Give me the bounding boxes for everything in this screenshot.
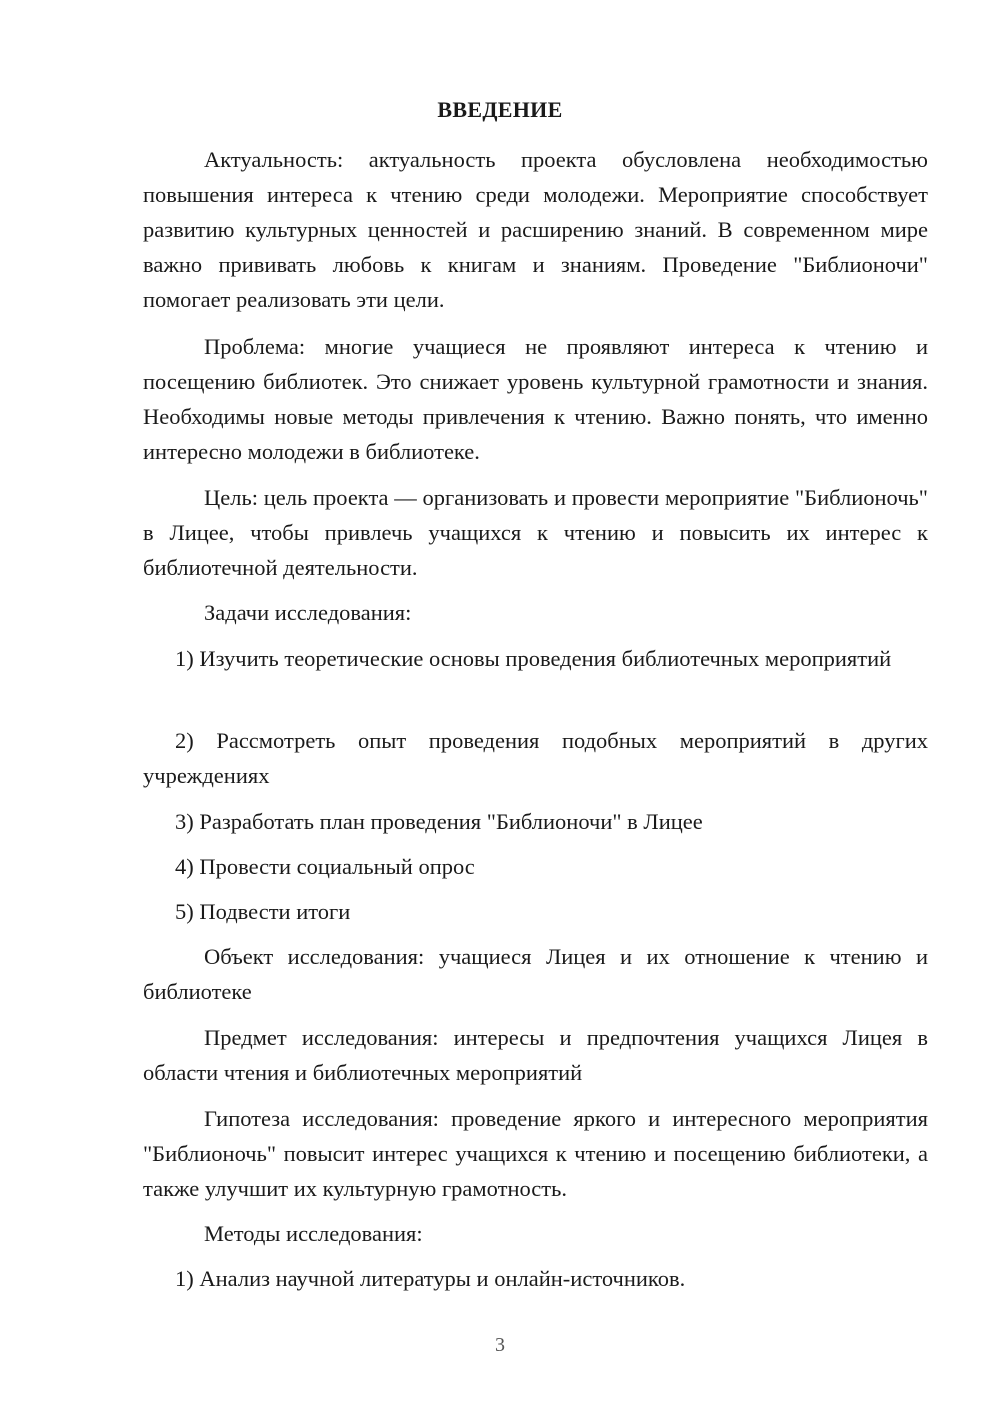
list-item-task-4: 4) Провести социальный опрос xyxy=(175,854,475,879)
paragraph-hypothesis: Гипотеза исследования: проведение яркого и интересного мероприятия "Библионочь" повысит интерес учащихся к чтению и посещению библиотеки, а также улучшит их культурную грамотность. xyxy=(143,1106,928,1201)
paragraph-goal: Цель: цель проекта — организовать и провести мероприятие "Библионочь" в Лицее, чтобы привлечь учащихся к чтению и повысить их интерес к библиотечной деятельности. xyxy=(143,485,928,580)
list-item-task-5: 5) Подвести итоги xyxy=(175,899,351,924)
list-item-method-1: 1) Анализ научной литературы и онлайн-источников. xyxy=(175,1266,686,1291)
page-number: 3 xyxy=(495,1334,505,1356)
paragraph-problem: Проблема: многие учащиеся не проявляют интереса к чтению и посещению библиотек. Это снижает уровень культурной грамотности и знания. Необходимы новые методы привлечения к чтению. Важно понять, что именно интересно молодежи в библиотеке. xyxy=(143,334,928,464)
page-title: ВВЕДЕНИЕ xyxy=(437,97,563,122)
paragraph-object: Объект исследования: учащиеся Лицея и их отношение к чтению и библиотеке xyxy=(143,944,928,1004)
paragraph-tasks-heading: Задачи исследования: xyxy=(204,600,412,625)
list-item-task-1: 1) Изучить теоретические основы проведения библиотечных мероприятий xyxy=(175,646,892,671)
list-item-task-3: 3) Разработать план проведения "Библионочи" в Лицее xyxy=(175,809,703,834)
paragraph-relevance: Актуальность: актуальность проекта обусловлена необходимостью повышения интереса к чтению среди молодежи. Мероприятие способствует развитию культурных ценностей и расширению знаний. В современном мире важно прививать любовь к книгам и знаниям. Проведение "Библионочи" помогает реализовать эти цели. xyxy=(143,147,928,312)
list-item-task-2: 2) Рассмотреть опыт проведения подобных мероприятий в других учреждениях xyxy=(143,728,928,788)
paragraph-subject: Предмет исследования: интересы и предпочтения учащихся Лицея в области чтения и библиотечных мероприятий xyxy=(143,1025,928,1085)
paragraph-methods-heading: Методы исследования: xyxy=(204,1221,423,1246)
